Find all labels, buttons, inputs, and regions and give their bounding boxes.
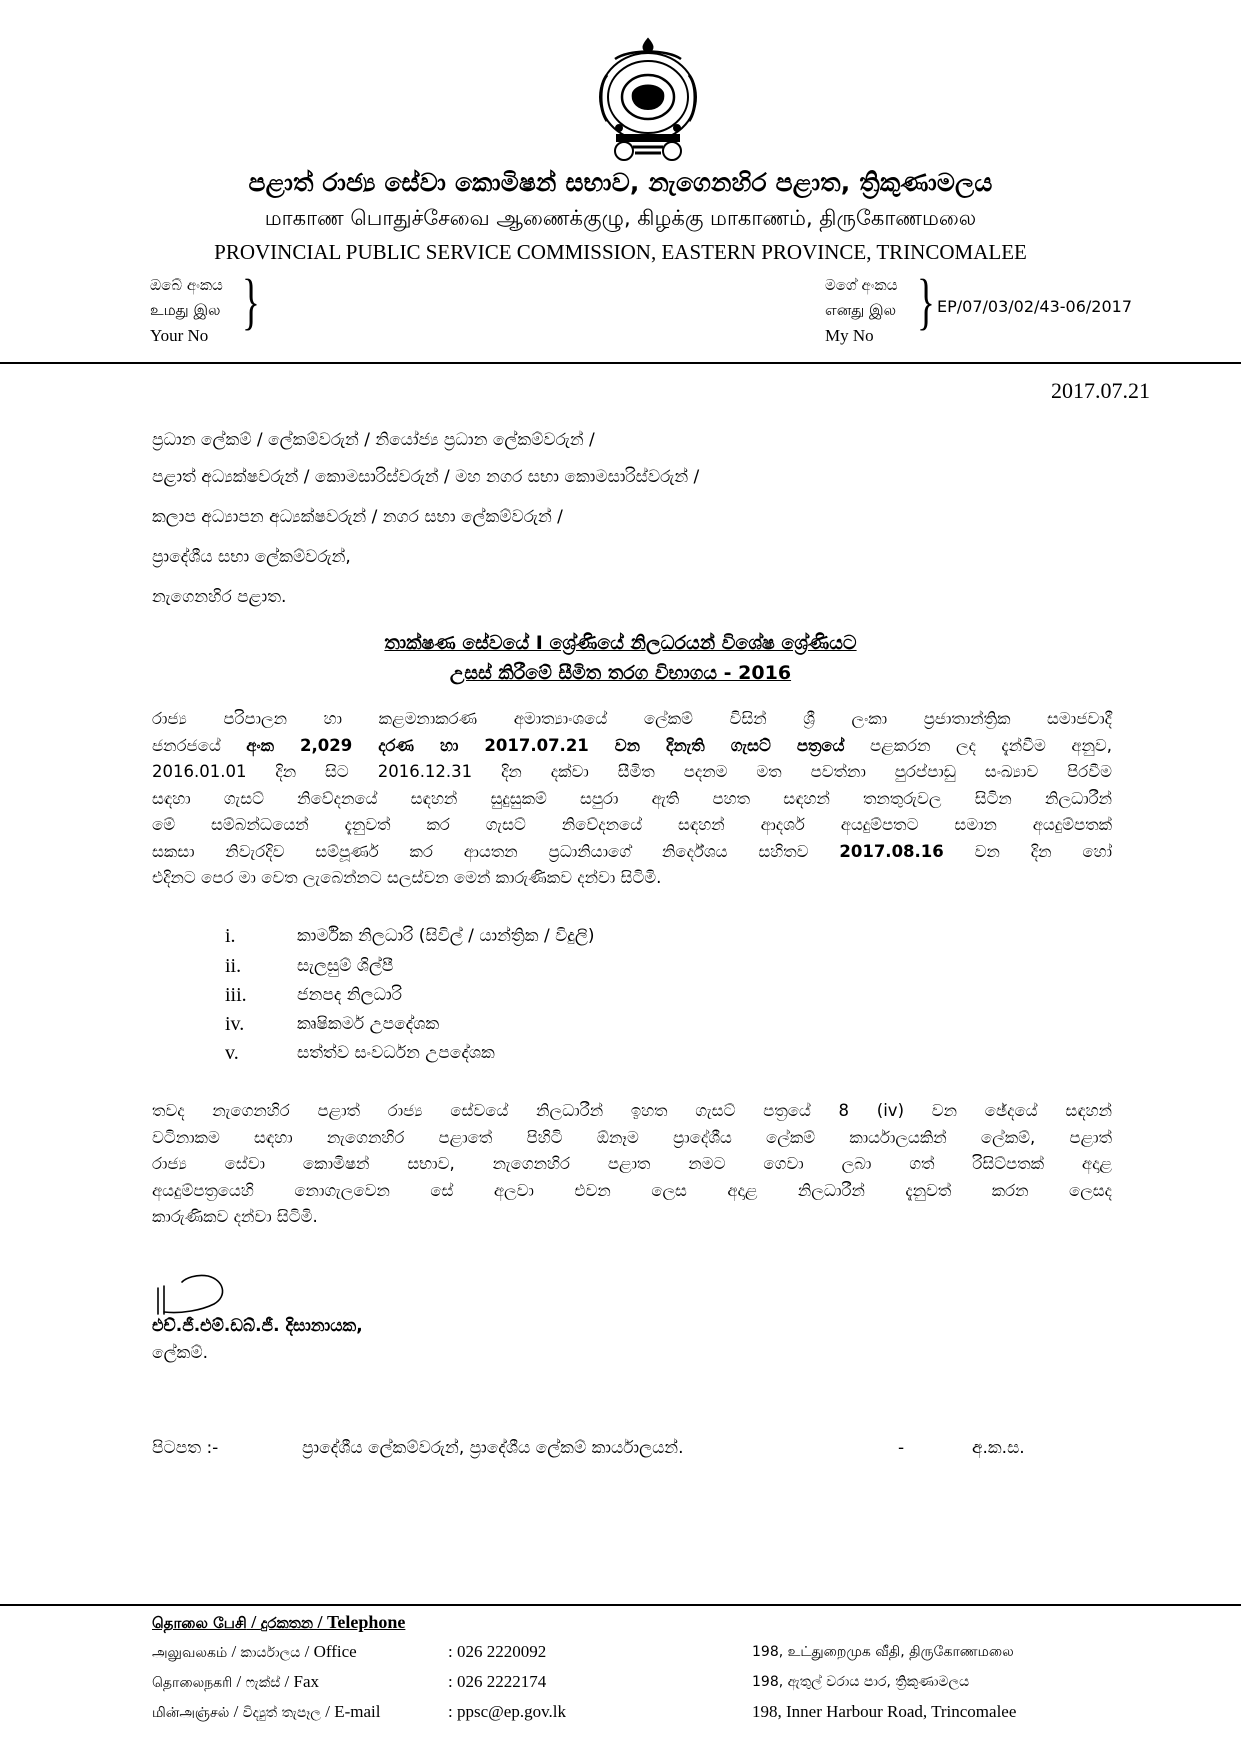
body-paragraph-1 [152,706,1112,892]
your-number-label-si: ඔබේ අංකය [150,276,223,294]
org-name-sinhala: පළාත් රාජ්‍ය සේවා කොමිෂන් සභාව, නැගෙනහිර පළාත, ත්‍රිකුණාමලය [248,168,993,197]
list-number: iv. [225,1013,245,1035]
signatory-name: එච්.ජී.එම්.ඩබ්.ජී. දිසානායක, [152,1316,363,1336]
text: මේ සම්බන්ධයෙන් දැනුවත් කර ගැසට් නිවේදනයේ සඳහන් ආදර්ශ අයදුම්පතට සමාන අයදුම්පතක් [152,815,1112,834]
letter-date: 2017.07.21 [1051,378,1150,403]
org-name-tamil: மாகாண பொதுச்சேவை ஆணைக்குழு, கிழக்கு மாகாணம், திருகோணமலை [264,206,977,230]
paragraph-line [152,759,1112,786]
office-phone: : 026 2220092 [448,1642,547,1661]
address-tamil: 198, உட்துறைமுக வீதி, திருகோணமலை [752,1644,1014,1660]
footer-row-label: மின்அஞ்சல் / විද්‍යුත් තැපෑල / E-mail [152,1702,381,1721]
list-item: සැලසුම් ශිල්පී [297,956,394,976]
list-item: කාර්මික නිලධාරි (සිවිල් / යාන්ත්‍රික / විදුලි) [297,926,595,946]
paragraph-line [152,1204,1112,1231]
addressee-line: ප්‍රාදේශීය සභා ලේකම්වරුන්, [152,547,351,567]
office-label-ta: அலுவலகம் [152,1645,228,1661]
paragraph-line [152,1098,1112,1125]
text: එදිනට පෙර මා වෙත ලැබෙන්නට සලස්වන මෙන් කාරුණිකව දන්වා සිටිමි. [152,868,662,887]
office-label-en: Office [313,1642,357,1661]
paragraph-line [152,1125,1112,1152]
email-label-ta: மின்அஞ்சல் [152,1705,230,1721]
paragraph-line [152,1151,1112,1178]
paragraph-line [152,733,1112,760]
footer-divider [0,1604,1241,1606]
list-item: කෘෂිකර්ම උපදේශක [297,1014,440,1034]
handwritten-signature [152,1270,242,1322]
brace-left: } [242,268,260,336]
fax-label-ta: தொலைநகரி [152,1675,233,1691]
list-number: i. [225,925,236,947]
text: ජනරජයේ [152,735,247,755]
footer-row-label: தொலைநகரி / ෆැක්ස් / Fax [152,1672,320,1691]
copy-dash: - [898,1438,905,1458]
addressee-line: නැගෙනහිර පළාත. [152,587,287,607]
list-number: ii. [225,955,242,977]
sri-lanka-emblem [589,35,707,165]
addressee-line: ප්‍රධාන ලේකම් / ලේකම්වරුන් / නියෝජ්‍ය ප්‍රධාන ලේකම්වරුන් / [152,430,595,450]
footer-heading-ta: தொலை பேசி [152,1614,247,1632]
text: 2016.01.01 දින සිට 2016.12.31 දින දක්වා සීමිත පදනම මත පවත්නා පුරප්පාඩු සංඛ්‍යාව පිරවීම [152,762,1112,781]
paragraph-line [152,839,1112,866]
fax-label-en: Fax [293,1672,320,1691]
paragraph-line [152,786,1112,813]
paragraph-line [152,706,1112,733]
bold-text: 2017.08.16 [839,841,944,861]
text: සකසා නිවැරදිව සම්පූර්ණ කර ආයතන ප්‍රධානියාගේ නිර්දේශය සහිතව [152,841,840,861]
list-number: v. [225,1042,239,1064]
signatory-title: ලේකම්. [152,1343,208,1363]
text: පළකරන ලද දැන්වීම අනුව, [844,735,1112,755]
subject-title-line2: උසස් කිරීමේ සීමිත තරග විභාගය - 2016 [449,662,792,684]
subject-title-line1: තාක්ෂණ සේවයේ I ශ්‍රේණියේ නිලධරයන් විශේෂ ශ්‍රේණියට [384,632,857,654]
copy-recipient: ප්‍රාදේශීය ලේකම්වරුන්, ප්‍රාදේශීය ලේකම් කාර්යාලයන්. [302,1438,684,1458]
text: තවද නැගෙනහිර පළාත් රාජ්‍ය සේවයේ නිලධාරීන් ඉහත ගැසට් පත්‍රයේ 8 (iv) වන ඡේදයේ සඳහන් [152,1101,1112,1120]
my-number-label-si: මගේ අංකය [825,276,898,294]
copy-note: අ.ක.ස. [972,1438,1025,1458]
addressee-line: කලාප අධ්‍යාපන අධ්‍යක්ෂවරුන් / නගර සභා ලේකම්වරුන් / [152,507,563,527]
your-number-label-en: Your No [150,326,209,345]
email-label-si: විද්‍යුත් තැපෑල [242,1705,321,1721]
text: රාජ්‍ය සේවා කොමිෂන් සභාව, නැගෙනහිර පළාත නමට ගෙවා ලබා ගත් රිසිට්පතක් අදාළ [152,1154,1112,1173]
brace-right: } [917,268,935,336]
my-number-label-en: My No [825,326,874,345]
text: වන දින හෝ [943,841,1112,861]
address-english: 198, Inner Harbour Road, Trincomalee [752,1702,1017,1721]
footer-row-label: அலுவலகம் / කාර්යාලය / Office [152,1642,357,1661]
your-number-label-ta: உமது இல [150,301,221,319]
list-item: සත්ත්ව සංවර්ධන උපදේශක [297,1043,495,1063]
header-divider [0,362,1241,364]
list-item: ජනපද නිලධාරි [297,985,403,1005]
addressee-line: පළාත් අධ්‍යක්ෂවරුන් / කොමසාරිස්වරුන් / මහ නගර සභා කොමසාරිස්වරුන් / [152,467,700,487]
paragraph-line [152,1178,1112,1205]
footer-heading-si: දුරකතන [260,1614,313,1632]
email-label-en: E-mail [334,1702,381,1721]
text: සඳහා ගැසට් නිවේදනයේ සඳහන් සුදුසුකම් සපුරා ඇති පහත සඳහන් තනතුරුවල සිටින නිලධාරීන් [152,788,1112,808]
my-number-label-ta: எனது இல [825,301,897,319]
list-number: iii. [225,984,247,1006]
paragraph-line [152,865,1112,892]
fax-number: : 026 2222174 [448,1672,547,1691]
org-name-english: PROVINCIAL PUBLIC SERVICE COMMISSION, EASTERN PROVINCE, TRINCOMALEE [214,240,1027,264]
fax-label-si: ෆැක්ස් [245,1675,281,1691]
office-label-si: කාර්යාලය [240,1645,301,1661]
reference-number: EP/07/03/02/43-06/2017 [937,297,1132,316]
footer-heading-en: Telephone [327,1612,406,1632]
text: කාරුණිකව දන්වා සිටිමි. [152,1207,318,1226]
bold-text: අංක 2,029 දරණ හා 2017.07.21 වන දිනැති ගැසට් පත්‍රයේ [246,735,845,755]
body-paragraph-2 [152,1098,1112,1231]
email-address: : ppsc@ep.gov.lk [448,1702,566,1721]
paragraph-line [152,812,1112,839]
text: අයදුම්පත්‍රයෙහි නොගැලවෙන සේ අලවා එවන ලෙස අදාළ නිලධාරීන් දැනුවත් කරන ලෙසද [152,1180,1112,1200]
address-sinhala: 198, ඇතුල් වරාය පාර, ත්‍රිකුණාමලය [752,1674,970,1690]
your-number-labels [150,273,223,348]
my-number-labels [825,273,898,348]
text: රාජ්‍ය පරිපාලන හා කළමනාකරණ අමාත්‍යාංශයේ ලේකම් විසින් ශ්‍රී ලංකා ප්‍රජාතාන්ත්‍රික සමාජවාදී [152,709,1112,728]
text: වටිනාකම සඳහා නැගෙනහිර පළාතේ පිහිටි ඕනෑම ප්‍රාදේශීය ලේකම් කාර්යාලයකින් ලේකම්, පළාත් [152,1127,1112,1147]
copy-label: පිටපත :- [152,1438,219,1458]
footer-heading: தொலை பேசி / දුරකතන / Telephone [152,1612,406,1632]
